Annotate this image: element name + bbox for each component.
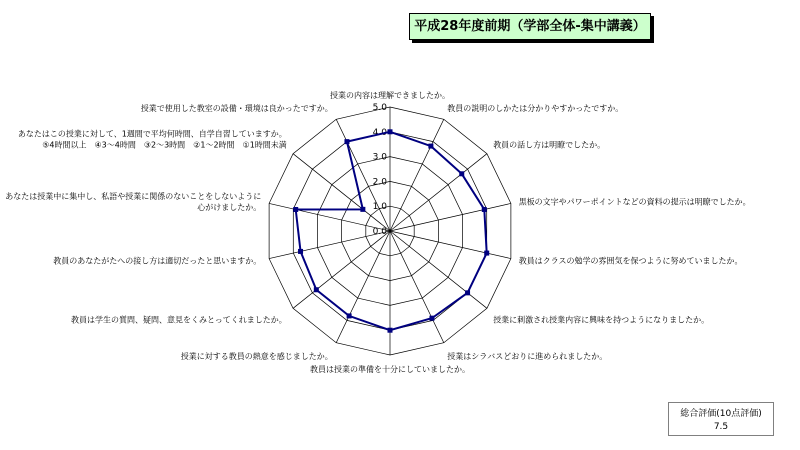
category-label: 教員のあなたがたへの接し方は適切だったと思いますか。 bbox=[53, 256, 262, 266]
category-label: 授業で使用した教室の設備・環境は良かったですか。 bbox=[140, 104, 333, 114]
series-point bbox=[484, 251, 489, 256]
series-point bbox=[459, 171, 464, 176]
overall-score-value: 7.5 bbox=[713, 422, 729, 432]
tick-label: 0.0 bbox=[372, 227, 387, 237]
series-point bbox=[347, 313, 352, 318]
series-point bbox=[344, 139, 349, 144]
overall-score-label: 総合評価(10点評価) bbox=[680, 409, 762, 419]
tick-label: 2.0 bbox=[372, 177, 387, 188]
overall-score-box bbox=[668, 402, 774, 436]
category-label: 教員はクラスの勉学の雰囲気を保つように努めていましたか。 bbox=[518, 256, 743, 266]
tick-label: 1.0 bbox=[372, 202, 387, 213]
category-label: 黒板の文字やパワーポイントなどの資料の提示は明瞭でしたか。 bbox=[518, 197, 751, 207]
tick-label: 4.0 bbox=[372, 127, 387, 138]
series-point bbox=[388, 328, 393, 333]
category-label: 授業に刺激され授業内容に興味を持つようになりましたか。 bbox=[493, 315, 710, 325]
series-point bbox=[482, 207, 487, 212]
category-label: あなたは授業中に集中し、私語や授業に関係のないことをしないように bbox=[5, 192, 262, 202]
category-label: 教員は授業の準備を十分にしていましたか。 bbox=[310, 365, 470, 374]
page-title: 平成28年度前期（学部全体-集中講義） bbox=[409, 13, 651, 40]
tick-label: 3.0 bbox=[372, 152, 387, 163]
axis-spoke bbox=[390, 203, 511, 231]
category-label: 授業に対する教員の熱意を感じましたか。 bbox=[180, 351, 333, 361]
tick-label: 5.0 bbox=[372, 103, 387, 113]
radar-ticks bbox=[373, 103, 388, 237]
series-point bbox=[465, 290, 470, 295]
category-label: 授業の内容は理解できましたか。 bbox=[330, 91, 450, 100]
category-label: 教員の話し方は明瞭でしたか。 bbox=[493, 140, 606, 150]
series-point bbox=[298, 249, 303, 254]
category-label: 教員は学生の質問、疑問、意見をくみとってくれましたか。 bbox=[70, 315, 287, 325]
category-label: ⑤4時間以上 ④3～4時間 ③2～3時間 ②1～2時間 ①1時間未満 bbox=[42, 140, 287, 150]
series-point bbox=[388, 129, 393, 134]
category-label: 教員の説明のしかたは分かりやすかったですか。 bbox=[447, 104, 624, 114]
category-label: 心がけましたか。 bbox=[197, 203, 262, 213]
series-point bbox=[428, 144, 433, 149]
category-label: あなたはこの授業に対して、1週間で平均何時間、自学自習していますか。 bbox=[17, 129, 287, 139]
series-point bbox=[293, 207, 298, 212]
series-point bbox=[314, 287, 319, 292]
series-point bbox=[429, 316, 434, 321]
axis-spoke bbox=[390, 231, 511, 259]
category-label: 授業はシラバスどおりに進められましたか。 bbox=[447, 351, 608, 361]
series-point bbox=[360, 207, 365, 212]
